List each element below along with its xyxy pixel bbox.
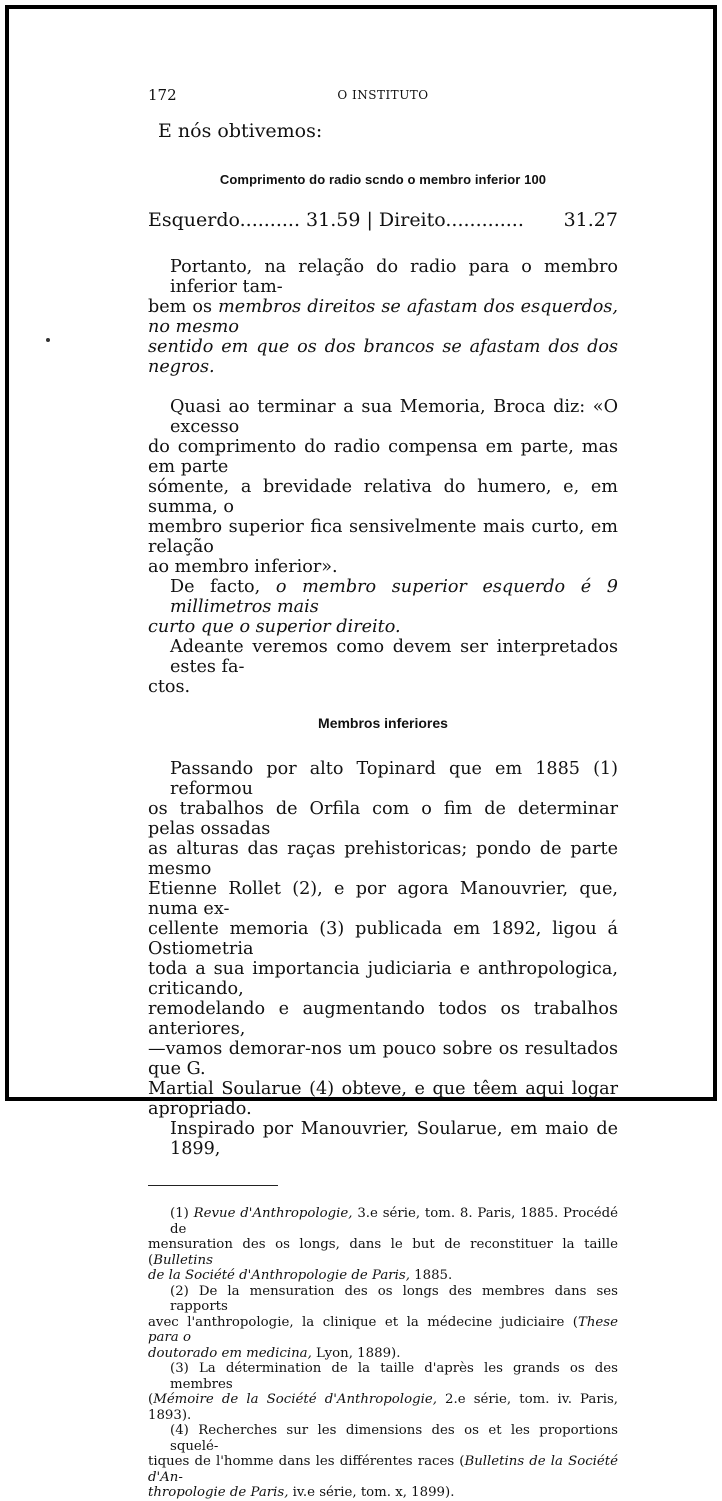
paragraph-3 [148, 759, 618, 1159]
text-line: —vamos demorar-nos um pouco sobre os resultados que G. [148, 1039, 618, 1079]
italic-text: doutorado em medicina, [148, 1345, 312, 1361]
text-line: Passando por alto Topinard que em 1885 (1) reformou [170, 759, 618, 799]
text-line: (3) La détermination de la taille d'après les grands os des membres [170, 1361, 618, 1392]
section-heading: Membros inferiores [318, 715, 448, 731]
text-fragment: 1885. [409, 1268, 453, 1283]
text-line: cellente memoria (3) publicada em 1892, ligou á Ostiometria [148, 919, 618, 959]
footnotes [148, 1206, 618, 1501]
text-line: Inspirado por Manouvrier, Soularue, em maio de 1899, [170, 1119, 618, 1159]
text-line: sómente, a brevidade relativa do humero, e, em summa, o [148, 477, 618, 517]
text-fragment: De facto, [170, 577, 276, 597]
text-line [148, 297, 618, 337]
text-line: os trabalhos de Orfila com o fim de determinar pelas ossadas [148, 799, 618, 839]
text-fragment: tiques de l'homme dans les différentes races ( [148, 1454, 465, 1469]
italic-text: de la Société d'Anthropologie de Paris, [148, 1268, 410, 1283]
footnote-divider [148, 1185, 278, 1186]
italic-text: o membro superior esquerdo é 9 millimetros mais [170, 577, 618, 617]
text-fragment: Lyon, 1889). [311, 1345, 401, 1361]
text-fragment: (1) [170, 1206, 194, 1221]
italic-text: thropologie de Paris, [148, 1485, 289, 1500]
table-caption: Comprimento do radio scndo o membro inferior 100 [219, 172, 547, 187]
text-line: (2) De la mensuration des os longs des membres dans ses rapports [170, 1283, 618, 1314]
text-line [148, 1392, 618, 1423]
measurement-row [148, 209, 618, 235]
text-fragment: 2.e série, tom. iv. Paris, 1893). [148, 1392, 618, 1423]
text-line: ctos. [148, 677, 191, 697]
footnote-2 [148, 1284, 618, 1362]
italic-text: Mémoire de la Société d'Anthropologie, [153, 1392, 437, 1407]
page-header [148, 86, 618, 110]
italic-text: membros direitos se afastam dos esquerdos, no mesmo [148, 297, 618, 337]
text-line: remodelando e augmentando todos os trabalhos anteriores, [148, 999, 618, 1039]
text-line: do comprimento do radio compensa em parte, mas em parte [148, 437, 618, 477]
text-line [148, 1454, 618, 1485]
text-line: Etienne Rollet (2), e por agora Manouvrier, que, numa ex- [148, 879, 618, 919]
text-line [148, 1485, 618, 1501]
text-line [148, 1315, 618, 1346]
text-fragment: bem os [148, 297, 219, 317]
text-line [148, 1346, 618, 1362]
italic-text: Bulletins de la Société d'An- [148, 1454, 618, 1485]
text-line [148, 1206, 618, 1237]
intro-line: E nós obtivemos: [158, 120, 323, 142]
text-line: membro superior fica sensivelmente mais curto, em relação [148, 517, 618, 557]
italic-text: Revue d'Anthropologie, [193, 1206, 353, 1221]
footnote-4 [148, 1423, 618, 1501]
footnote-3 [148, 1361, 618, 1423]
text-fragment: 3.e série, tom. 8. Paris, 1885. Procédé de [170, 1206, 619, 1237]
text-line [148, 617, 618, 637]
text-line [148, 577, 618, 617]
text-line [148, 337, 618, 377]
italic-text: sentido em que os dos brancos se afastam dos dos negros. [148, 337, 618, 377]
text-line: Portanto, na relação do radio para o membro inferior tam- [170, 257, 618, 297]
text-line: as alturas das raças prehistoricas; pondo de parte mesmo [148, 839, 618, 879]
paragraph-1 [148, 257, 618, 377]
paragraph-2 [148, 397, 618, 697]
measurement-right: 31.27 [563, 209, 618, 231]
text-fragment: iv.e série, tom. x, 1899). [288, 1485, 455, 1500]
italic-text: These para o [148, 1314, 618, 1345]
italic-text: Bulletins [153, 1252, 213, 1268]
text-line: Martial Soularue (4) obteve, e que têem aqui logar apropriado. [148, 1079, 618, 1119]
text-fragment: mensuration des os longs, dans le but de reconstituer la taille ( [148, 1237, 618, 1268]
text-line: ao membro inferior». [148, 557, 338, 577]
measurement-left: Esquerdo.......... 31.59 | Direito............. [148, 209, 524, 231]
text-line [148, 1268, 618, 1284]
footnote-1 [148, 1206, 618, 1284]
text-fragment: ( [148, 1392, 154, 1407]
running-title: O INSTITUTO [337, 88, 429, 102]
text-line: Quasi ao terminar a sua Memoria, Broca diz: «O excesso [170, 397, 618, 437]
text-line: Adeante veremos como devem ser interpretados estes fa- [170, 637, 618, 677]
page-number: 172 [148, 86, 177, 104]
text-line: toda a sua importancia judiciaria e anthropologica, criticando, [148, 959, 618, 999]
margin-mark [46, 338, 50, 342]
text-line [148, 1237, 618, 1268]
document-page [148, 86, 618, 1501]
text-line: (4) Recherches sur les dimensions des os et les proportions squelé- [170, 1423, 618, 1454]
text-fragment: avec l'anthropologie, la clinique et la médecine judiciaire ( [148, 1314, 578, 1330]
italic-text: curto que o superior direito. [148, 617, 401, 637]
